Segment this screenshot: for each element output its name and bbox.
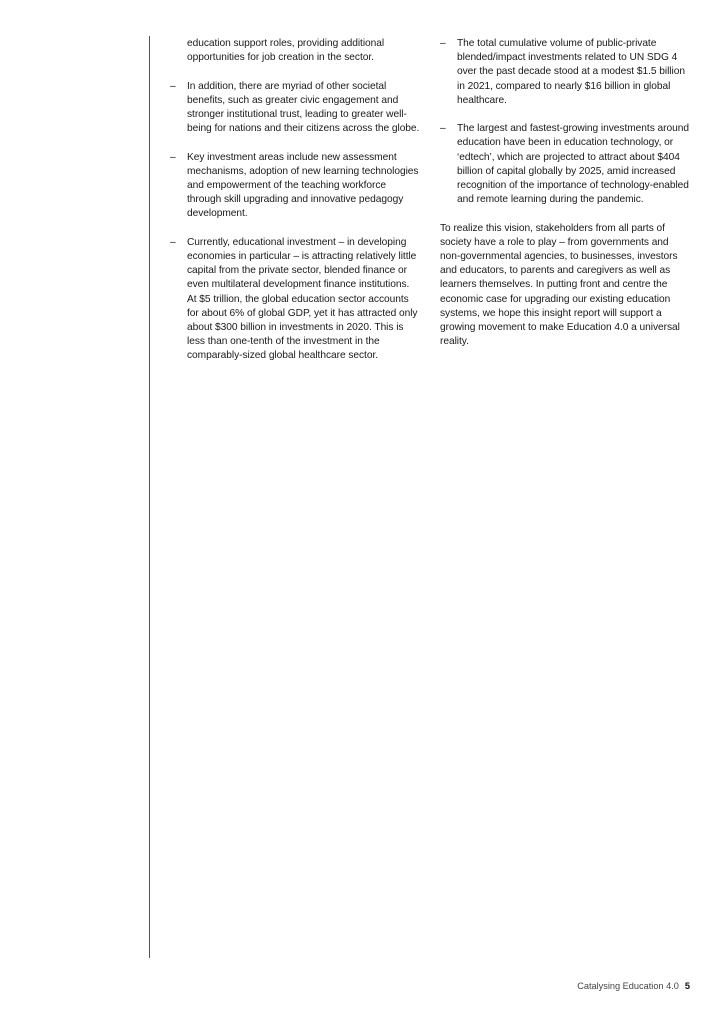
footer-title: Catalysing Education 4.0 xyxy=(577,981,679,991)
right-column xyxy=(440,37,690,364)
bullet-dash: – xyxy=(170,236,176,248)
closing-paragraph: To realize this vision, stakeholders from all parts of society have a role to play – from governments and non-governmental agencies, to businesses, investors and educators, to parents and caregivers as well as learners themselves. In putting front and centre the economic case for upgrading our existing education systems, we hope this insight report will support a growing movement to make Education 4.0 a universal reality. xyxy=(440,222,680,348)
bullet-text: Currently, educational investment – in developing economies in particular – is attracting relatively little capital from the private sector, blended finance or even multilateral development finance institutions. At $5 trillion, the global education sector accounts for about 6% of global GDP, yet it has attracted only about $300 billion in investments in 2020. This is less than one-tenth of the investment in the comparably-sized global healthcare sector. xyxy=(187,236,418,362)
left-column xyxy=(170,37,420,378)
continuation-text: education support roles, providing additional opportunities for job creation in the sector. xyxy=(187,38,385,64)
bullet-dash: – xyxy=(440,123,446,135)
bullet-item xyxy=(170,236,420,364)
bullet-dash: – xyxy=(440,38,446,49)
left-margin-rule xyxy=(149,36,150,958)
bullet-dash: – xyxy=(170,80,176,92)
bullet-dash: – xyxy=(170,151,176,163)
bullet-item xyxy=(170,80,420,137)
bullet-item xyxy=(440,37,690,108)
bullet-text: In addition, there are myriad of other societal benefits, such as greater civic engagement and stronger institutional trust, leading to greater well-being for nations and their citizens across the globe. xyxy=(187,80,420,135)
bullet-text: The largest and fastest-growing investments around education have been in education technology, or ‘edtech’, which are projected to attract about $404 billion of capital globally by 2025, amid increased recognition of the importance of technology-enabled and remote learning during the pandemic. xyxy=(457,123,689,206)
page-footer xyxy=(577,981,690,991)
bullet-text: The total cumulative volume of public-private blended/impact investments related to UN SDG 4 over the past decade stood at a modest $1.5 billion in 2021, compared to nearly $16 billion in global healthcare. xyxy=(457,38,685,106)
bullet-item xyxy=(170,151,420,222)
bullet-text: Key investment areas include new assessment mechanisms, adoption of new learning technologies and empowerment of the teaching workforce through skill upgrading and innovative pedagogy development. xyxy=(187,151,419,220)
page-number: 5 xyxy=(684,981,690,991)
bullet-item xyxy=(440,122,690,207)
